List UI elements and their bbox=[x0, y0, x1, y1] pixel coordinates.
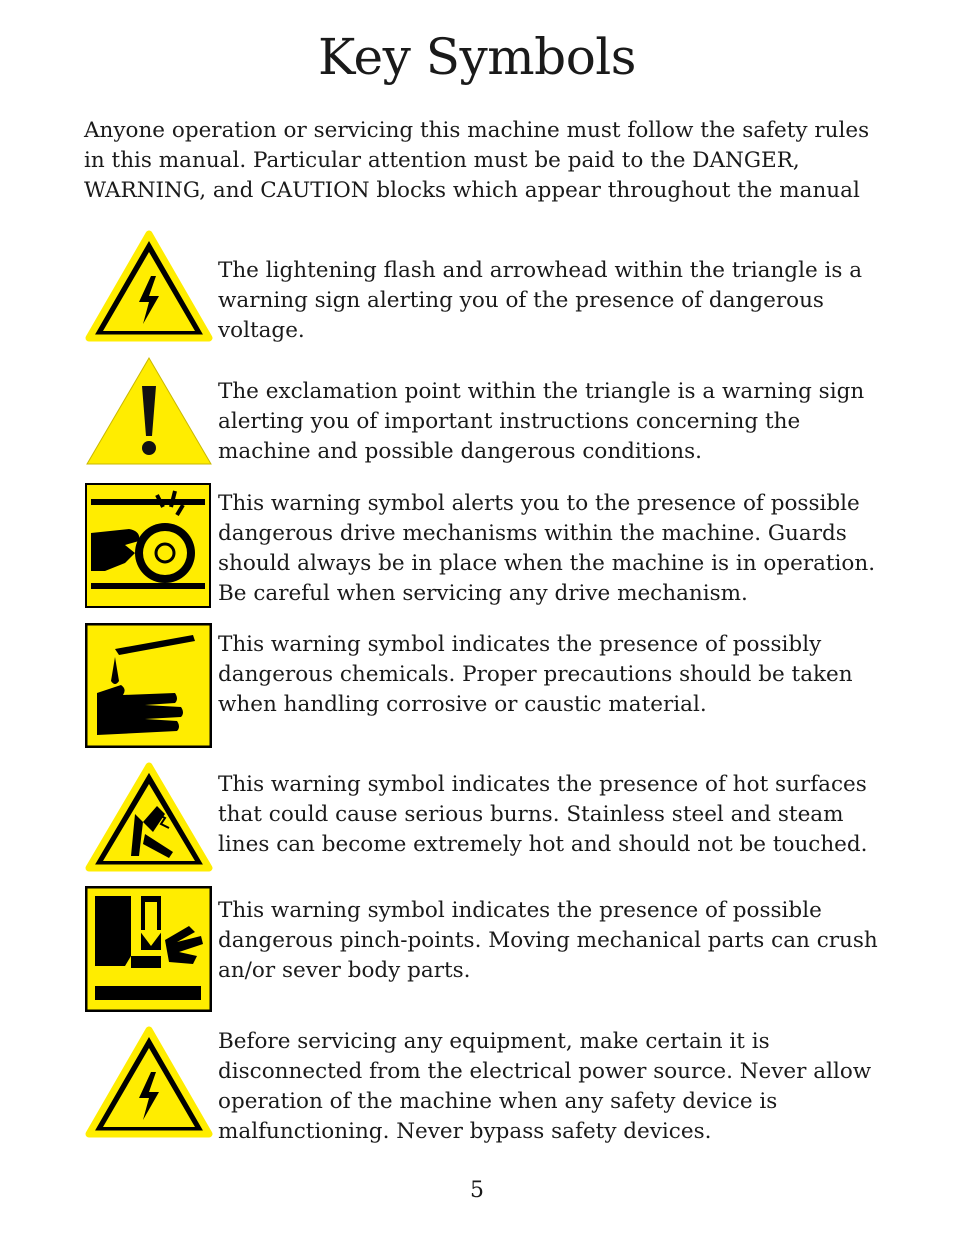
electric-shock-warning-icon bbox=[85, 1026, 213, 1139]
pinch-point-warning-icon bbox=[85, 886, 212, 1012]
symbol-description-3: This warning symbol alerts you to the presence of possible dangerous drive mechanisms within the machine. Guards should always be in place when the machine is in operation. Be careful when servicing any drive mechanism. bbox=[218, 491, 876, 606]
symbol-description-1: The lightening flash and arrowhead within the triangle is a warning sign alerting you of the presence of dangerous voltage. bbox=[218, 258, 863, 343]
hot-surface-warning-icon bbox=[85, 762, 213, 872]
page-title: Key Symbols bbox=[318, 28, 636, 86]
symbol-description-7: Before servicing any equipment, make certain it is disconnected from the electrical power source. Never allow operation of the machine when any safety device is malfunctioning. Never bypass safety devices. bbox=[218, 1029, 872, 1144]
symbol-description-5: This warning symbol indicates the presence of hot surfaces that could cause serious burns. Stainless steel and steam lines can become extremely hot and should not be touched. bbox=[218, 772, 868, 857]
symbol-description-6: This warning symbol indicates the presence of possible dangerous pinch-points. Moving mechanical parts can crush an/or sever body parts. bbox=[218, 898, 878, 983]
electric-shock-warning-icon bbox=[85, 230, 213, 343]
intro-paragraph: Anyone operation or servicing this machine must follow the safety rules in this manual. Particular attention must be paid to the DANGER, WARNING, and CAUTION blocks which appear throughout the manual bbox=[84, 118, 870, 203]
chemical-hazard-icon bbox=[85, 623, 212, 748]
exclamation-warning-icon bbox=[85, 356, 213, 466]
page-number: 5 bbox=[470, 1178, 484, 1203]
symbol-description-2: The exclamation point within the triangle is a warning sign alerting you of important instructions concerning the machine and possible dangerous conditions. bbox=[218, 379, 865, 464]
symbol-description-4: This warning symbol indicates the presence of possibly dangerous chemicals. Proper precautions should be taken when handling corrosive or caustic material. bbox=[218, 632, 853, 717]
drive-mechanism-warning-icon bbox=[85, 483, 211, 608]
